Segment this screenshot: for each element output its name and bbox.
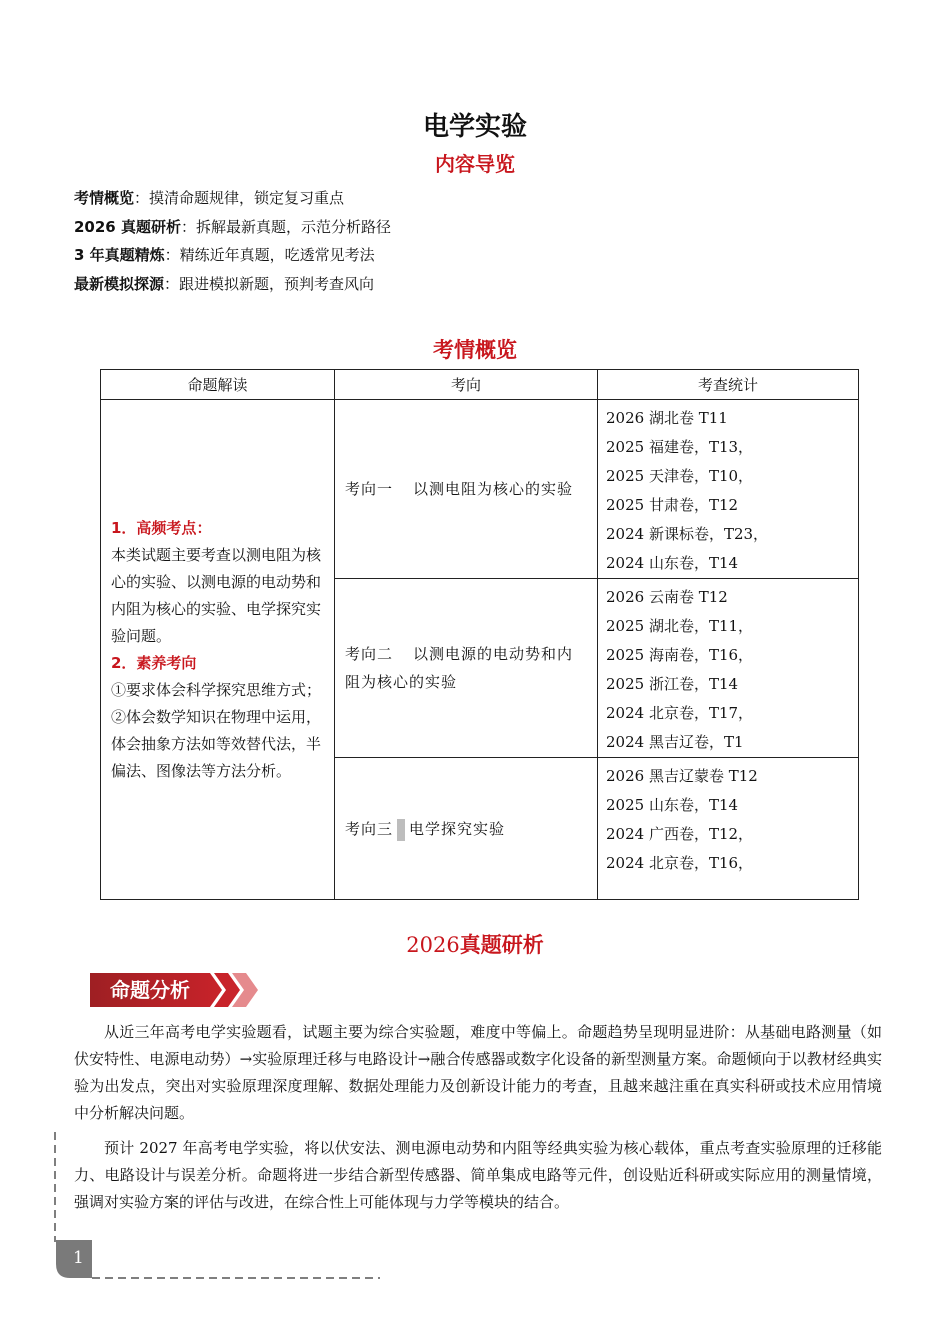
analysis-paragraph: 从近三年高考电学实验题看，试题主要为综合实验题，难度中等偏上。命题趋势呈现明显进阶：从基础电路测量（如伏安特性、电源电动势）→实验原理迁移与电路设计→融合传感器或数字化设备的新型测量方案。命题倾向于以教材经典实验为出发点，突出对实验原理深度理解、数据处理能力及创新设计能力的考查，且越来越注重在真实科研或技术应用情境中分析解决问题。 <box>74 1023 882 1122</box>
statistic-item: 2025 甘肃卷，T12 <box>606 496 739 514</box>
statistic-item: 2024 广西卷，T12， <box>606 825 754 843</box>
statistics-cell <box>598 400 859 579</box>
direction-label: 考向二 <box>345 645 394 663</box>
statistic-item: 2024 北京卷，T17， <box>606 704 754 722</box>
direction-text: 以测电源的电动势和内阻为核心的实验 <box>345 645 574 691</box>
interpretation-heading: 1．高频考点： <box>111 518 212 537</box>
statistic-item: 2024 黑吉辽卷，T1 <box>606 733 744 751</box>
banner-label: 命题分析 <box>110 978 190 1002</box>
statistic-item: 2024 山东卷，T14 <box>606 554 739 572</box>
overview-section-title: 考情概览 <box>433 338 517 362</box>
interpretation-text: 本类试题主要考查以测电阻为核心的实验、以测电源的电动势和内阻为核心的实验、电学探究实验问题。 <box>111 545 322 645</box>
statistics-cell <box>598 758 859 900</box>
analysis-banner <box>90 969 270 1011</box>
statistic-item: 2025 湖北卷，T11， <box>606 617 754 635</box>
real-exam-title: 真题研析 <box>459 933 544 957</box>
page-title: 电学实验 <box>422 112 527 142</box>
statistic-item: 2025 浙江卷，T14 <box>606 675 739 693</box>
page-corner-decoration <box>52 1130 382 1282</box>
highlight-mark <box>397 819 405 841</box>
guide-item <box>74 213 391 242</box>
statistics-cell <box>598 579 859 758</box>
statistic-item: 2025 海南卷，T16， <box>606 646 754 664</box>
direction-label: 考向一 <box>345 480 394 498</box>
interpretation-text: ②体会数学知识在物理中运用，体会抽象方法如等效替代法，半偏法、图像法等方法分析。 <box>111 707 322 780</box>
statistic-item: 2026 云南卷 T12 <box>606 588 728 606</box>
statistic-item: 2025 山东卷，T14 <box>606 796 739 814</box>
column-header-statistics: 考查统计 <box>598 370 859 400</box>
direction-text: 以测电阻为核心的实验 <box>413 480 574 498</box>
page-number-badge <box>56 1240 92 1278</box>
statistic-item: 2026 湖北卷 T11 <box>606 409 728 427</box>
statistic-item: 2025 天津卷，T10， <box>606 467 754 485</box>
direction-label: 考向三 <box>345 819 394 838</box>
table-row <box>101 400 859 579</box>
table-header-row <box>101 370 859 400</box>
page-subtitle: 内容导览 <box>435 152 515 176</box>
guide-text: ：跟进模拟新题，预判考查风向 <box>164 274 375 293</box>
statistic-item: 2025 福建卷，T13， <box>606 438 754 456</box>
page-number: 1 <box>73 1248 84 1268</box>
guide-item <box>74 184 391 213</box>
guide-label: 最新模拟探源 <box>74 274 165 293</box>
direction-cell <box>335 400 598 579</box>
guide-text: ：摸清命题规律，锁定复习重点 <box>134 189 345 207</box>
column-header-direction: 考向 <box>335 370 598 400</box>
guide-label: 2026 真题研析 <box>74 217 181 236</box>
real-exam-section-title <box>0 929 950 959</box>
guide-text: ：拆解最新真题，示范分析路径 <box>180 217 391 236</box>
guide-text: ：精练近年真题，吃透常见考法 <box>164 246 375 264</box>
direction-text: 电学探究实验 <box>409 819 506 838</box>
column-header-interpretation: 命题解读 <box>101 370 335 400</box>
guide-label: 考情概览 <box>74 189 135 207</box>
statistic-item: 2026 黑吉辽蒙卷 T12 <box>606 767 758 785</box>
content-guide <box>74 184 391 298</box>
interpretation-text: ①要求体会科学探究思维方式； <box>111 680 322 699</box>
direction-cell <box>335 579 598 758</box>
guide-item <box>74 241 391 270</box>
statistic-item: 2024 新课标卷，T23， <box>606 525 769 543</box>
direction-cell <box>335 758 598 900</box>
interpretation-cell <box>101 400 335 900</box>
interpretation-heading: 2．素养考向 <box>111 653 197 672</box>
statistic-item: 2024 北京卷，T16， <box>606 854 754 872</box>
overview-table <box>100 369 859 900</box>
guide-item <box>74 270 391 299</box>
guide-label: 3 年真题精炼 <box>74 246 165 264</box>
real-exam-year: 2026 <box>406 933 460 957</box>
analysis-paragraph: 预计 2027 年高考电学实验，将以伏安法、测电源电动势和内阻等经典实验为核心载体，重点考查实验原理的迁移能力、电路设计与误差分析。命题将进一步结合新型传感器、简单集成电路等元件，创设贴近科研或实际应用的测量情境，强调对实验方案的评估与改进，在综合性上可能体现与力学等模块的结合。 <box>74 1139 882 1211</box>
